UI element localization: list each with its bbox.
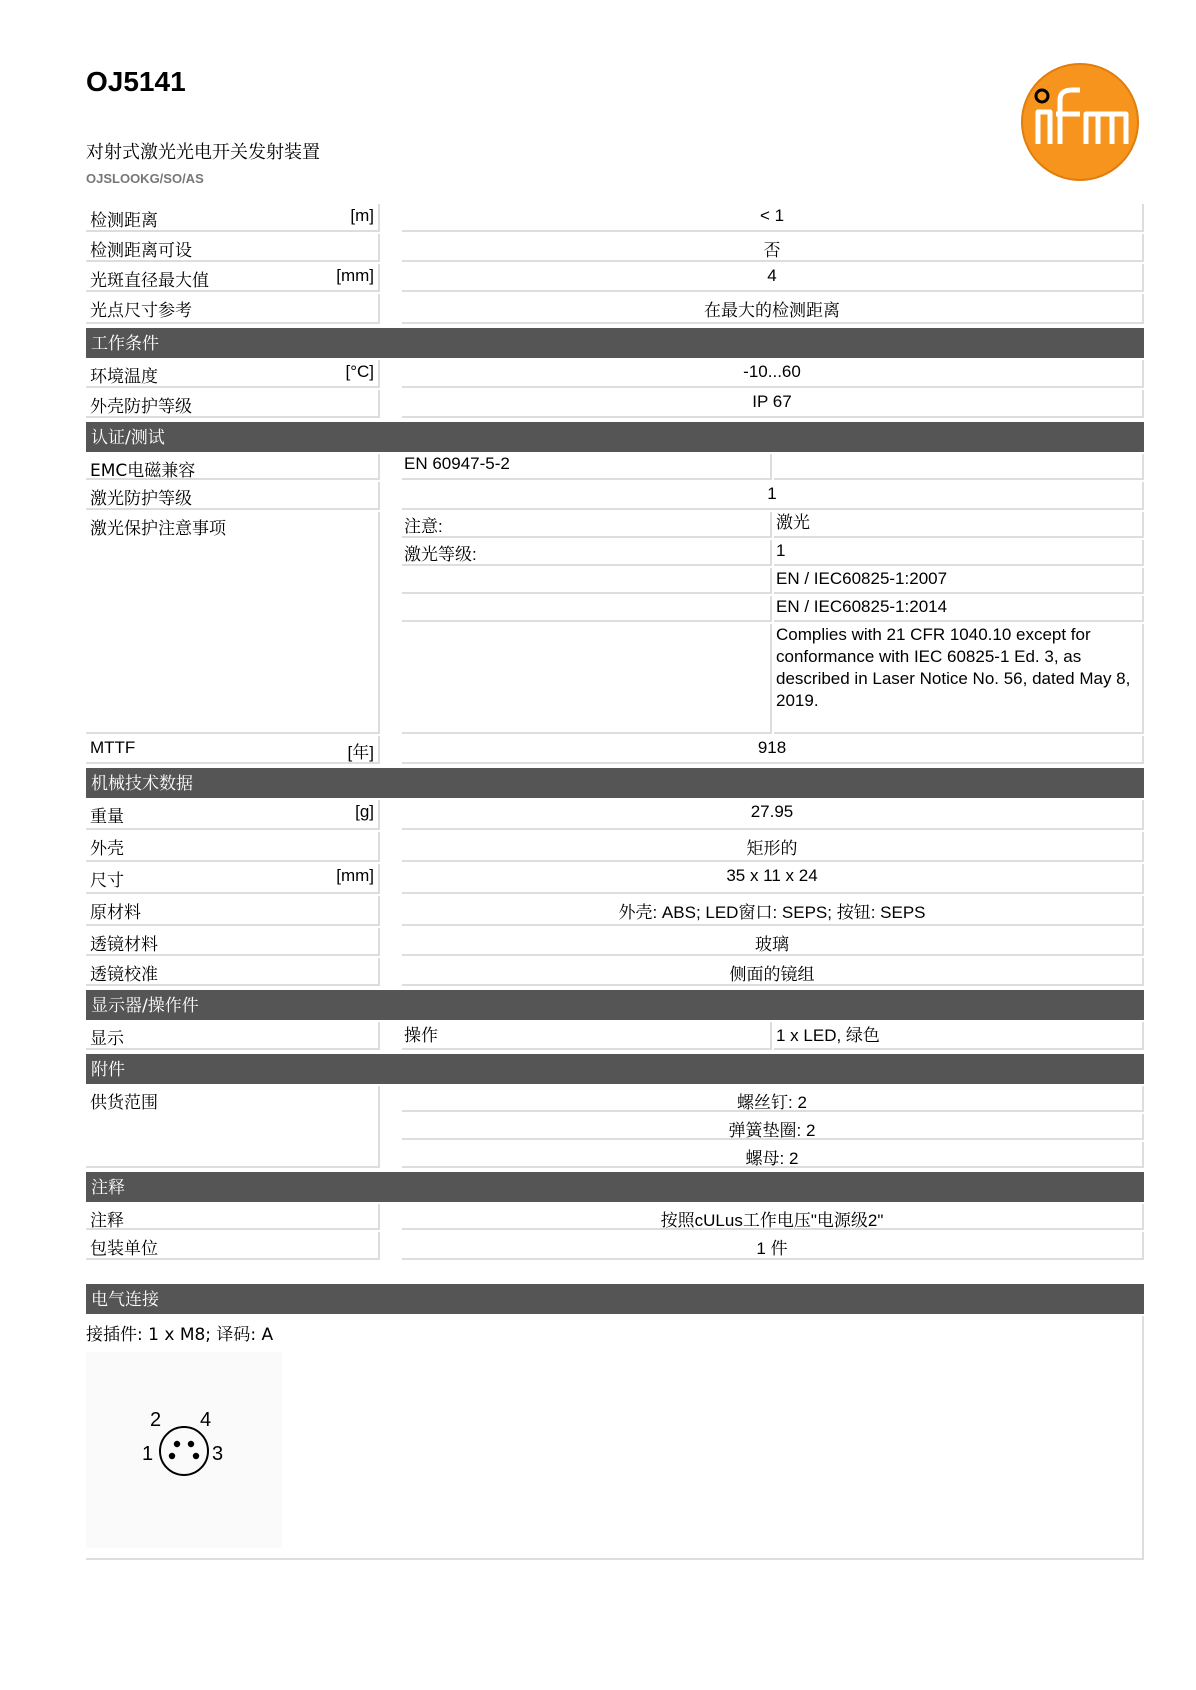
ifm-logo (1020, 62, 1140, 182)
pin-label: 3 (212, 1443, 224, 1465)
label-distance-adjustable: 检测距离可设 (86, 234, 380, 262)
label-scope-of-delivery: 供货范围 (86, 1086, 380, 1168)
value-packaging-unit: 1 件 (402, 1232, 1144, 1260)
label-detection-distance: 检测距离 [m] (86, 204, 380, 232)
value-lens-alignment: 侧面的镜组 (402, 958, 1144, 986)
display-led-value: 1 x LED, 绿色 (774, 1022, 1144, 1050)
label-dimensions: 尺寸 [mm] (86, 864, 380, 894)
section-display: 显示器/操作件 (86, 990, 1144, 1020)
value-ambient-temp: -10...60 (402, 360, 1144, 388)
value-housing: 矩形的 (402, 832, 1144, 862)
value-emc: EN 60947-5-2 (402, 454, 772, 480)
pin-label: 1 (142, 1443, 154, 1465)
label-packaging-unit: 包装单位 (86, 1232, 380, 1260)
value-distance-adjustable: 否 (402, 234, 1144, 262)
laser-std2: EN / IEC60825-1:2014 (774, 596, 1144, 622)
label-weight: 重量 [g] (86, 800, 380, 830)
laser-class-sub-label: 激光等级: (402, 540, 772, 566)
pin-label: 4 (200, 1409, 212, 1431)
laser-std1-empty (402, 568, 772, 594)
display-operation: 操作 (402, 1022, 772, 1050)
laser-notice-value: 激光 (774, 512, 1144, 538)
product-title: OJ5141 (86, 66, 186, 97)
value-dimensions: 35 x 11 x 24 (402, 864, 1144, 894)
pin-label: 2 (150, 1409, 162, 1431)
label-protection-rating: 外壳防护等级 (86, 390, 380, 418)
label-emc: EMC电磁兼容 (86, 454, 380, 480)
connector-pinout-diagram (86, 1352, 282, 1548)
section-accessories: 附件 (86, 1054, 1144, 1084)
label-spot-size-ref: 光点尺寸参考 (86, 294, 380, 324)
laser-complies-text: Complies with 21 CFR 1040.10 except for conformance with IEC 60825-1 Ed. 3, as described in Laser Notice No. 56, dated May 8, 2019. (774, 624, 1144, 734)
label-display: 显示 (86, 1022, 380, 1050)
value-spot-size-ref: 在最大的检测距离 (402, 294, 1144, 324)
laser-class-sub-value: 1 (774, 540, 1144, 566)
label-lens-material: 透镜材料 (86, 928, 380, 956)
value-detection-distance: < 1 (402, 204, 1144, 232)
label-material: 原材料 (86, 896, 380, 926)
section-notes: 注释 (86, 1172, 1144, 1202)
label-housing: 外壳 (86, 832, 380, 862)
section-certification: 认证/测试 (86, 422, 1144, 452)
laser-complies-empty (402, 624, 772, 734)
laser-std2-empty (402, 596, 772, 622)
label-note: 注释 (86, 1204, 380, 1230)
label-spot-diameter: 光斑直径最大值 [mm] (86, 264, 380, 292)
label-mttf: MTTF [年] (86, 736, 380, 764)
value-lens-material: 玻璃 (402, 928, 1144, 956)
connector-description: 接插件: 1 x M8; 译码: A (86, 1325, 274, 1345)
product-code: OJSLOOKG/SO/AS (86, 171, 204, 186)
laser-notice-label: 注意: (402, 512, 772, 538)
value-mttf: 918 (402, 736, 1144, 764)
value-emc-empty (774, 454, 1144, 480)
section-electrical: 电气连接 (86, 1284, 1144, 1314)
product-subtitle: 对射式激光光电开关发射装置 (86, 142, 320, 163)
label-laser-notes: 激光保护注意事项 (86, 512, 380, 734)
accessory-item: 螺丝钉: 2 (402, 1086, 1144, 1112)
label-laser-class: 激光防护等级 (86, 482, 380, 510)
accessory-item: 弹簧垫圈: 2 (402, 1114, 1144, 1140)
value-material: 外壳: ABS; LED窗口: SEPS; 按钮: SEPS (402, 896, 1144, 926)
label-ambient-temp: 环境温度 [°C] (86, 360, 380, 388)
value-weight: 27.95 (402, 800, 1144, 830)
section-working-conditions: 工作条件 (86, 328, 1144, 358)
section-mechanical: 机械技术数据 (86, 768, 1144, 798)
value-note: 按照cULus工作电压"电源级2" (402, 1204, 1144, 1230)
value-spot-diameter: 4 (402, 264, 1144, 292)
value-protection-rating: IP 67 (402, 390, 1144, 418)
label-lens-alignment: 透镜校准 (86, 958, 380, 986)
value-laser-class: 1 (402, 482, 1144, 510)
accessory-item: 螺母: 2 (402, 1142, 1144, 1168)
laser-std1: EN / IEC60825-1:2007 (774, 568, 1144, 594)
